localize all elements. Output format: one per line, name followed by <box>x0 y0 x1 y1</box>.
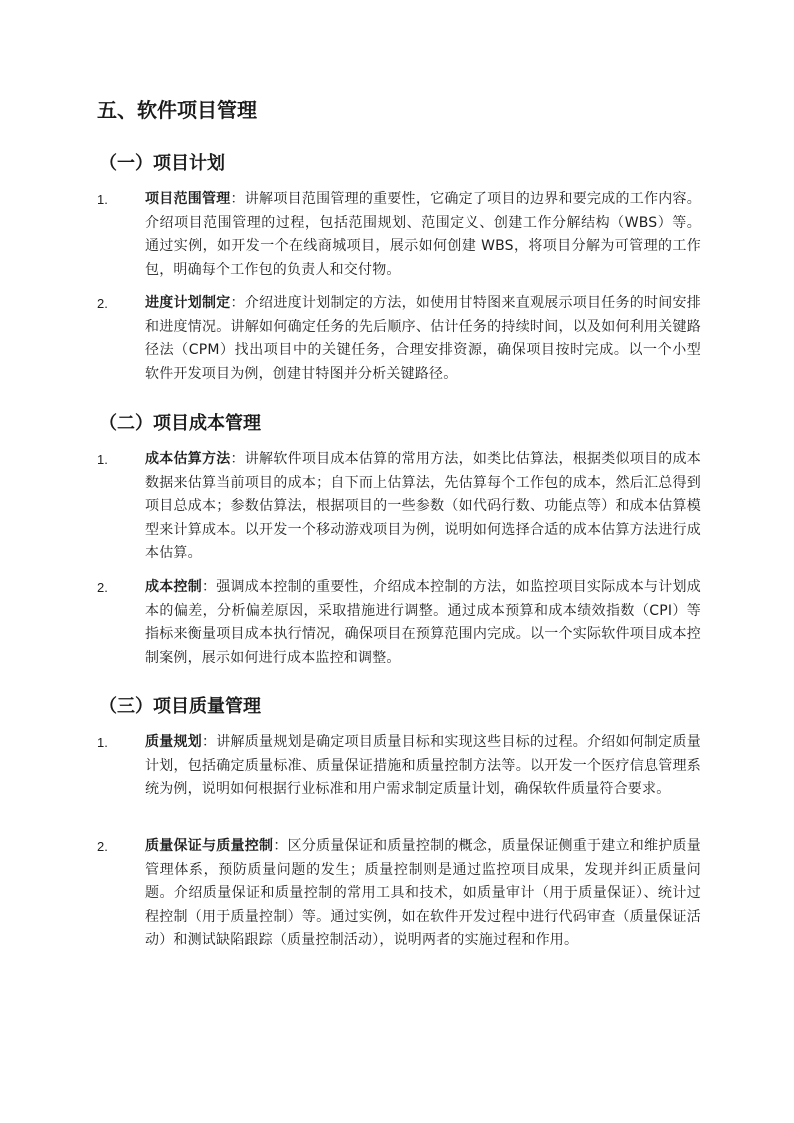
list-number: 1. <box>97 735 108 750</box>
list-item-lead: 成本控制 <box>145 579 203 595</box>
list-item <box>97 292 703 386</box>
section-heading-plan: （一）项目计划 <box>99 153 225 174</box>
list-item-body: ：讲解软件项目成本估算的常用方法，如类比估算法，根据类似项目的成本数据来估算当前项目的成本；自下而上估算法，先估算每个工作包的成本，然后汇总得到项目总成本；参数估算法，根据项目的一些参数（如代码行数、功能点等）和成本估算模型来计算成本。以开发一个移动游戏项目为例，说明如何选择合适的成本估算方法进行成本估算。 <box>145 451 701 562</box>
list-item-body: ：介绍进度计划制定的方法，如使用甘特图来直观展示项目任务的时间安排和进度情况。讲解如何确定任务的先后顺序、估计任务的持续时间，以及如何利用关键路径法（CPM）找出项目中的关键任务，合理安排资源，确保项目按时完成。以一个小型软件开发项目为例，创建甘特图并分析关键路径。 <box>145 295 701 382</box>
list-item-body: ：讲解质量规划是确定项目质量目标和实现这些目标的过程。介绍如何制定质量计划，包括确定质量标准、质量保证措施和质量控制方法等。以开发一个医疗信息管理系统为例，说明如何根据行业标准和用户需求制定质量计划，确保软件质量符合要求。 <box>145 734 701 798</box>
list-number: 2. <box>97 580 108 595</box>
list-item-body: ：讲解项目范围管理的重要性，它确定了项目的边界和要完成的工作内容。介绍项目范围管理的过程，包括范围规划、范围定义、创建工作分解结构（WBS）等。通过实例，如开发一个在线商城项目，展示如何创建 WBS，将项目分解为可管理的工作包，明确每个工作包的负责人和交付物。 <box>145 191 701 278</box>
list-item <box>97 576 703 670</box>
list-item-text <box>145 835 701 953</box>
list-item-lead: 项目范围管理 <box>145 191 231 207</box>
list-item <box>97 188 703 282</box>
list-item-text <box>145 292 701 386</box>
list-item-text <box>145 448 701 566</box>
list-item-lead: 质量保证与质量控制 <box>145 838 274 854</box>
list-number: 2. <box>97 839 108 854</box>
list-item-text <box>145 731 701 802</box>
page-title: 五、软件项目管理 <box>97 98 257 122</box>
list-item <box>97 731 703 802</box>
list-item-body: ：强调成本控制的重要性，介绍成本控制的方法，如监控项目实际成本与计划成本的偏差，分析偏差原因，采取措施进行调整。通过成本预算和成本绩效指数（CPI）等指标来衡量项目成本执行情况，确保项目在预算范围内完成。以一个实际软件项目成本控制案例，展示如何进行成本监控和调整。 <box>145 579 701 666</box>
list-item <box>97 835 703 953</box>
list-item-lead: 质量规划 <box>145 734 203 750</box>
list-item-lead: 成本估算方法 <box>145 451 231 467</box>
list-number: 2. <box>97 296 108 311</box>
list-number: 1. <box>97 452 108 467</box>
list-item-lead: 进度计划制定 <box>145 295 231 311</box>
section-heading-cost: （二）项目成本管理 <box>99 413 261 434</box>
list-item-text <box>145 188 701 282</box>
list-item <box>97 448 703 566</box>
list-number: 1. <box>97 192 108 207</box>
section-heading-quality: （三）项目质量管理 <box>99 696 261 717</box>
list-item-text <box>145 576 701 670</box>
list-item-body: ：区分质量保证和质量控制的概念，质量保证侧重于建立和维护质量管理体系，预防质量问题的发生；质量控制则是通过监控项目成果，发现并纠正质量问题。介绍质量保证和质量控制的常用工具和技术，如质量审计（用于质量保证）、统计过程控制（用于质量控制）等。通过实例，如在软件开发过程中进行代码审查（质量保证活动）和测试缺陷跟踪（质量控制活动），说明两者的实施过程和作用。 <box>145 838 701 949</box>
